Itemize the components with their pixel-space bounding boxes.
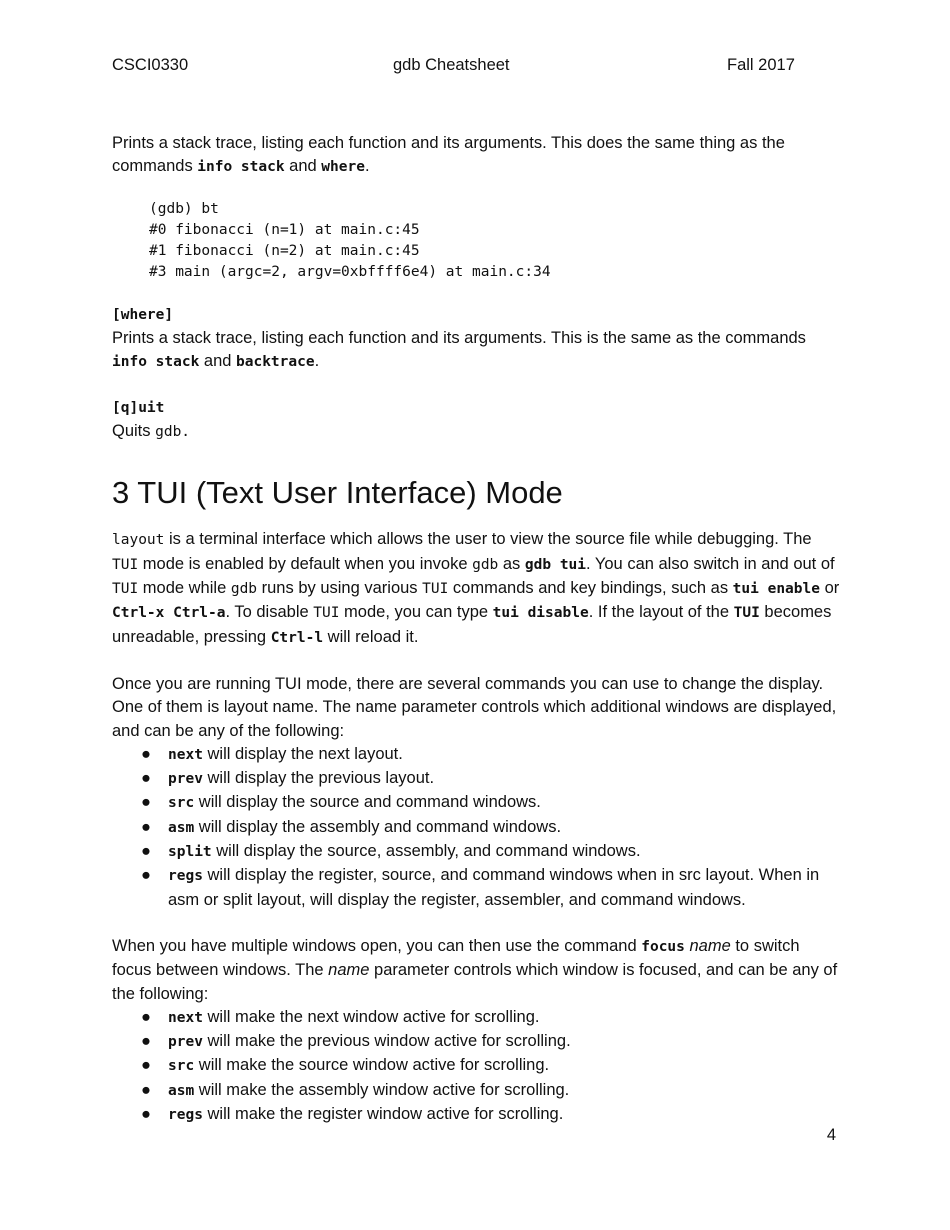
layout-intro: Once you are running TUI mode, there are several commands you can use to change the display. One of them is layout name. The name parameter controls which additional windows are displayed, and can be any of the following: [112,674,837,740]
bullet-icon: ● [141,842,151,861]
where-heading: [where] [112,306,174,323]
header-term: Fall 2017 [727,56,795,74]
bullet-icon: ● [141,1032,151,1051]
focus-list [112,1006,842,1127]
list-item: ● prev will make the previous window active for scrolling. [141,1030,842,1054]
layout-list [112,743,842,912]
header-course: CSCI0330 [112,56,189,74]
list-item: ● next will display the next layout. [141,743,842,767]
cmd-gdb: gdb. [155,424,191,441]
code-line: #0 fibonacci (n=1) at main.c:45 [149,221,420,238]
bullet-icon: ● [141,793,151,812]
bullet-icon: ● [141,769,151,788]
backtrace-description: Prints a stack trace, listing each function and its arguments. This does the same thing as the commands info stack and where. [112,134,785,176]
cmd-info-stack: info stack [112,353,200,370]
where-description: Prints a stack trace, listing each function and its arguments. This is the same as the commands info stack and backtrace. [112,328,806,370]
quit-description: Quits gdb. [112,422,191,441]
cmd-where: where [321,159,365,176]
header-title: gdb Cheatsheet [393,56,510,74]
list-item: ● asm will make the assembly window active for scrolling. [141,1079,842,1103]
backtrace-code-block [149,199,842,283]
bullet-icon: ● [141,1056,151,1075]
bullet-icon: ● [141,1105,151,1124]
code-line: #3 main (argc=2, argv=0xbffff6e4) at main.c:34 [149,263,551,280]
list-item: ● split will display the source, assembly, and command windows. [141,840,842,864]
list-item: ● regs will display the register, source, and command windows when in src layout. When in asm or split layout, will display the register, assembler, and command windows. [141,866,820,909]
bullet-icon: ● [141,1007,151,1026]
list-item: ● prev will display the previous layout. [141,767,842,791]
tui-paragraph: layout is a terminal interface which allows the user to view the source file while debugging. The TUI mode is enabled by default when you invoke gdb as gdb tui. You can also switch in and out of TUI mode while gdb runs by using various TUI commands and key bindings, such as tui enable or Ctrl-x Ctrl-a. To disable TUI mode, you can type tui disable. If the layout of the TUI becomes unreadable, pressing Ctrl-l will reload it. [112,530,840,646]
list-item: ● src will make the source window active for scrolling. [141,1054,842,1078]
list-item: ● next will make the next window active for scrolling. [141,1006,842,1030]
bullet-icon: ● [141,866,151,885]
bullet-icon: ● [141,744,151,763]
page-content [112,132,842,1127]
list-item: ● src will display the source and command windows. [141,791,842,815]
cmd-info-stack: info stack [197,159,285,176]
list-item: ● asm will display the assembly and command windows. [141,816,842,840]
bullet-icon: ● [141,1080,151,1099]
code-line: (gdb) bt [149,200,219,217]
code-line: #1 fibonacci (n=2) at main.c:45 [149,242,420,259]
page-number: 4 [826,1126,836,1144]
list-item: ● regs will make the register window active for scrolling. [141,1103,842,1127]
quit-heading: [q]uit [112,400,165,417]
bullet-icon: ● [141,817,151,836]
cmd-backtrace: backtrace [236,353,315,370]
section-title: 3 TUI (Text User Interface) Mode [112,475,563,511]
focus-intro: When you have multiple windows open, you can then use the command focus name to switch focus between windows. The name parameter controls which window is focused, and can be any of the following: [112,936,838,1003]
